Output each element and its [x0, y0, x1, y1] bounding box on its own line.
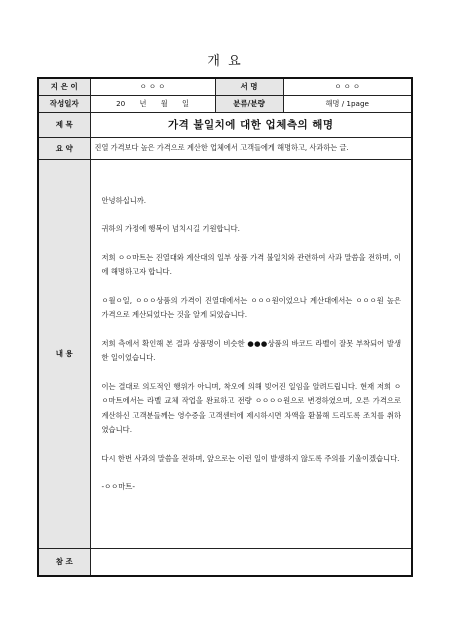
cause-paragraph: [102, 337, 402, 366]
author-label: 지 은 이: [38, 78, 90, 95]
document-title: 개 요: [207, 54, 243, 69]
summary-value: 진열 가격보다 높은 가격으로 계산한 업체에서 고객들에게 해명하고, 사과하는 글.: [90, 137, 412, 159]
wish-paragraph: 귀하의 가정에 행복이 넘치시길 기원합니다.: [101, 224, 240, 233]
summary-form-table: [37, 77, 413, 577]
summary-row: [38, 137, 412, 159]
content-body: [90, 159, 412, 548]
action-paragraph: 이는 결대로 의도적인 행위가 아니며, 착오에 의해 빚어진 일임을 알려드립니다. 현재 저희 ㅇㅇ마트에서는 라벨 교체 작업을 완료하고 전량 ㅇㅇㅇㅇ원으로 변경하였으며, 오른 가격으로 계산하신 고객분들께는 영수증을 고객센터에 제시하시면 차액을 환불해 드리도록 조치를 취하였습니다.: [101, 381, 401, 434]
product-dots: ●●●: [247, 338, 268, 348]
greeting-paragraph: 안녕하십니까.: [101, 195, 147, 205]
summary-label: 요 약: [38, 137, 90, 159]
reference-row: [38, 548, 412, 576]
reference-label: 참 조: [38, 548, 90, 576]
content-label: 내 용: [38, 159, 90, 548]
cause-text-end: 상품의 바코드 라벨이 잘못 부착되어 발생한 일이었습니다.: [101, 338, 401, 362]
content-row: [38, 159, 412, 548]
date-label: 작성일자: [38, 95, 90, 112]
category-label: 분류/분량: [215, 95, 283, 112]
author-row: [38, 78, 412, 95]
signature-line: -ㅇㅇ마트-: [101, 482, 135, 491]
signature-value: ㅇ ㅇ ㅇ: [283, 78, 412, 95]
intro-paragraph: 저희 ㅇㅇ마트는 진열대와 계산대의 일부 상품 가격 불일치와 관련하여 사과 말씀을 전하며, 이에 해명하고자 합니다.: [101, 252, 401, 276]
subject-value: 가격 불일치에 대한 업체측의 해명: [90, 112, 412, 137]
subject-row: [38, 112, 412, 137]
subject-label: 제 목: [38, 112, 90, 137]
date-value: 20 년 월 일: [90, 95, 215, 112]
incident-paragraph: ㅇ월ㅇ일, ㅇㅇㅇ상품의 가격이 진열대에서는 ㅇㅇㅇ원이었으나 계산대에서는 ㅇㅇㅇ원 높은 가격으로 계산되었다는 것을 알게 되었습니다.: [101, 295, 401, 319]
reference-value: [90, 548, 412, 576]
closing-paragraph: 다시 한번 사과의 말씀을 전하며, 앞으로는 이런 일이 발생하지 않도록 주의를 기울이겠습니다.: [101, 453, 400, 463]
author-value: ㅇ ㅇ ㅇ: [90, 78, 215, 95]
category-value: 해명 / 1page: [283, 95, 412, 112]
signature-label: 서 명: [215, 78, 283, 95]
cause-text-start: 저희 측에서 확인해 본 결과 상품명이 비슷한: [101, 338, 248, 348]
date-row: [38, 95, 412, 112]
